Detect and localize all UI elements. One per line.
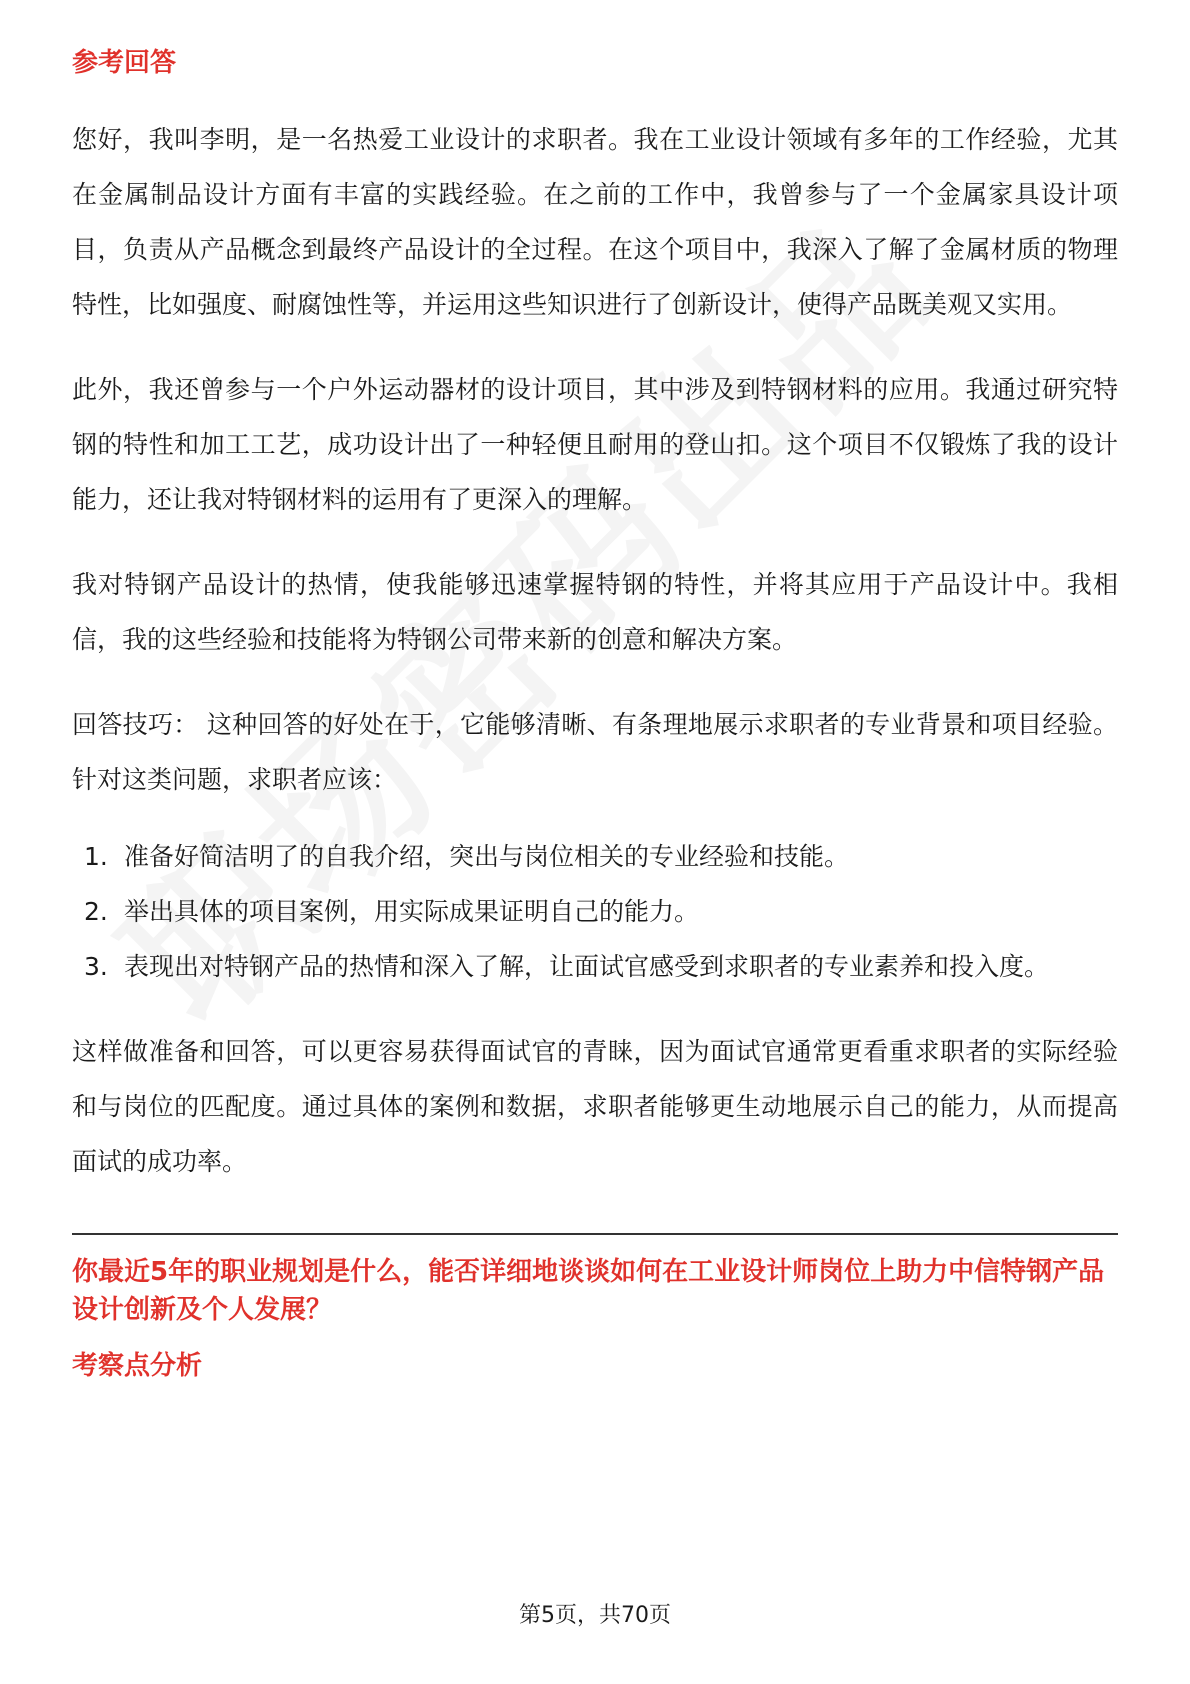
list-item-text: 表现出对特钢产品的热情和深入了解，让面试官感受到求职者的专业素养和投入度。 <box>124 952 1050 981</box>
page-number: 第5页，共70页 <box>519 1603 671 1628</box>
answer-paragraph-3: 我对特钢产品设计的热情，使我能够迅速掌握特钢的特性，并将其应用于产品设计中。我相信，我的这些经验和技能将为特钢公司带来新的创意和解决方案。 <box>72 570 1118 654</box>
document-body <box>72 44 1118 1385</box>
next-question: 你最近5年的职业规划是什么，能否详细地谈谈如何在工业设计师岗位上助力中信特钢产品设计创新及个人发展？ <box>72 1257 1105 1325</box>
closing-paragraph: 这样做准备和回答，可以更容易获得面试官的青睐，因为面试官通常更看重求职者的实际经验和与岗位的匹配度。通过具体的案例和数据，求职者能够更生动地展示自己的能力，从而提高面试的成功率。 <box>72 1037 1118 1176</box>
list-item <box>72 939 1118 994</box>
section-heading-analysis: 考察点分析 <box>72 1351 203 1381</box>
answer-tips-intro: 回答技巧： 这种回答的好处在于，它能够清晰、有条理地展示求职者的专业背景和项目经验。针对这类问题，求职者应该： <box>72 710 1118 794</box>
list-item-text: 举出具体的项目案例，用实际成果证明自己的能力。 <box>124 897 700 926</box>
list-item <box>72 884 1118 939</box>
list-item-number: 1. <box>84 842 108 871</box>
section-heading-reference-answer: 参考回答 <box>72 48 177 78</box>
tips-list <box>72 829 1118 994</box>
list-item <box>72 829 1118 884</box>
list-item-text: 准备好简洁明了的自我介绍，突出与岗位相关的专业经验和技能。 <box>124 842 850 871</box>
list-item-number: 2. <box>84 897 108 926</box>
list-item-number: 3. <box>84 952 108 981</box>
answer-paragraph-2: 此外，我还曾参与一个户外运动器材的设计项目，其中涉及到特钢材料的应用。我通过研究特钢的特性和加工工艺，成功设计出了一种轻便且耐用的登山扣。这个项目不仅锻炼了我的设计能力，还让我对特钢材料的运用有了更深入的理解。 <box>72 375 1118 514</box>
answer-paragraph-1: 您好，我叫李明，是一名热爱工业设计的求职者。我在工业设计领域有多年的工作经验，尤其在金属制品设计方面有丰富的实践经验。在之前的工作中，我曾参与了一个金属家具设计项目，负责从产品概念到最终产品设计的全过程。在这个项目中，我深入了解了金属材质的物理特性，比如强度、耐腐蚀性等，并运用这些知识进行了创新设计，使得产品既美观又实用。 <box>72 125 1118 319</box>
